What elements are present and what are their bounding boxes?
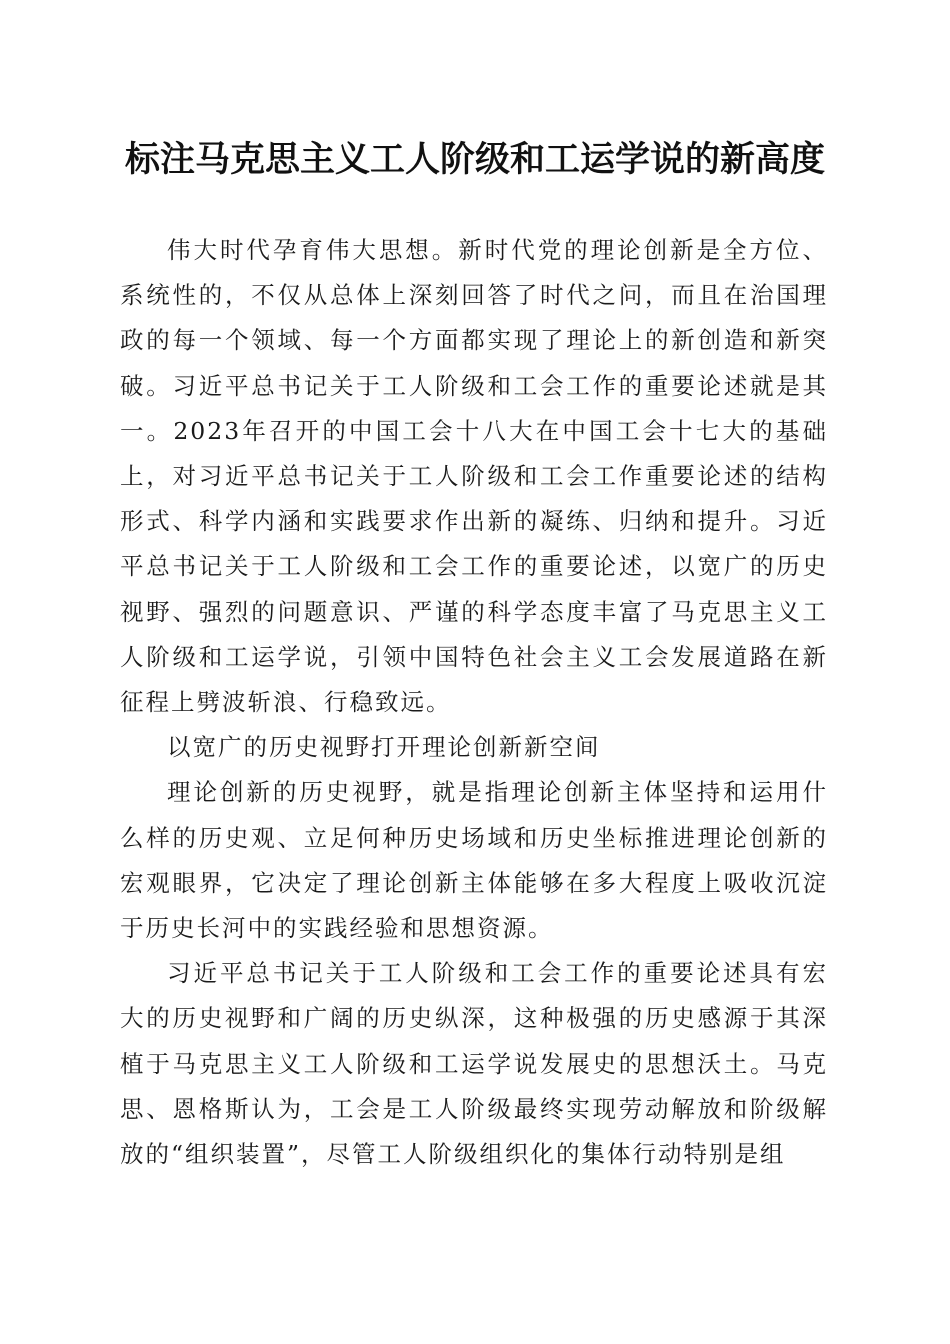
paragraph-intro: 伟大时代孕育伟大思想。新时代党的理论创新是全方位、系统性的，不仅从总体上深刻回答了时代之问，而且在治国理政的每一个领域、每一个方面都实现了理论上的新创造和新突破。习近平总书记关于工人阶级和工会工作的重要论述就是其一。2023年召开的中国工会十八大在中国工会十七大的基础上，对习近平总书记关于工人阶级和工会工作重要论述的结构形式、科学内涵和实践要求作出新的凝练、归纳和提升。习近平总书记关于工人阶级和工会工作的重要论述，以宽广的历史视野、强烈的问题意识、严谨的科学态度丰富了马克思主义工人阶级和工运学说，引领中国特色社会主义工会发展道路在新征程上劈波斩浪、行稳致远。 <box>120 236 828 717</box>
document-body <box>120 228 828 1177</box>
section-heading: 以宽广的历史视野打开理论创新新空间 <box>167 733 601 762</box>
document-title: 标注马克思主义工人阶级和工运学说的新高度 <box>124 139 825 180</box>
paragraph-marx-engels: 习近平总书记关于工人阶级和工会工作的重要论述具有宏大的历史视野和广阔的历史纵深，这种极强的历史感源于其深植于马克思主义工人阶级和工运学说发展史的思想沃土。马克思、恩格斯认为，工会是工人阶级最终实现劳动解放和阶级解放的“组织装置”，尽管工人阶级组织化的集体行动特别是组 <box>120 959 828 1169</box>
paragraph-historical-vision: 理论创新的历史视野，就是指理论创新主体坚持和运用什么样的历史观、立足何种历史场域和历史坐标推进理论创新的宏观眼界，它决定了理论创新主体能够在多大程度上吸收沉淀于历史长河中的实践经验和思想资源。 <box>120 778 828 943</box>
